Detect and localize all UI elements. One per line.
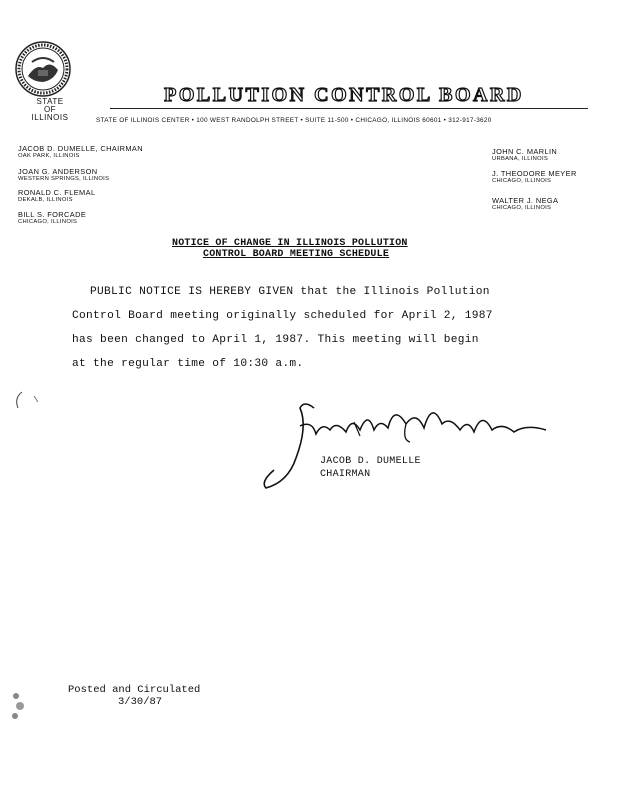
member-location: CHICAGO, ILLINOIS <box>492 178 552 184</box>
member-name: BILL S. FORCADE <box>18 210 87 219</box>
notice-body-line: Control Board meeting originally scheduled for April 2, 1987 <box>72 310 493 322</box>
handwritten-signature <box>256 396 556 494</box>
board-name: POLLUTION CONTROL BOARD <box>164 84 524 106</box>
signatory-title: CHAIRMAN <box>320 469 371 480</box>
notice-title-line-2: CONTROL BOARD MEETING SCHEDULE <box>203 249 390 260</box>
scan-mark <box>8 390 44 414</box>
member-location: URBANA, ILLINOIS <box>492 156 549 162</box>
board-address: STATE OF ILLINOIS CENTER • 100 WEST RANDOLPH STREET • SUITE 11-500 • CHICAGO, ILLINOIS 60601 • 312-917-3620 <box>96 117 492 124</box>
notice-body-line: has been changed to April 1, 1987. This meeting will begin <box>72 334 479 346</box>
member-location: OAK PARK, ILLINOIS <box>18 153 80 159</box>
member-left-4 <box>18 210 86 226</box>
member-name: WALTER J. NEGA <box>492 196 559 205</box>
member-left-2 <box>18 167 109 183</box>
member-name: RONALD C. FLEMAL <box>18 188 96 197</box>
member-name: JACOB D. DUMELLE, CHAIRMAN <box>18 144 143 153</box>
member-name: J. THEODORE MEYER <box>492 169 577 178</box>
notice-title-line-1: NOTICE OF CHANGE IN ILLINOIS POLLUTION <box>172 238 408 249</box>
member-location: DEKALB, ILLINOIS <box>18 197 73 203</box>
masthead-rule <box>110 108 588 109</box>
member-location: CHICAGO, ILLINOIS <box>18 219 78 225</box>
member-name: JOAN G. ANDERSON <box>18 167 98 176</box>
member-right-2 <box>492 169 577 185</box>
posted-date: 3/30/87 <box>118 696 163 708</box>
scan-mark <box>6 688 32 724</box>
member-right-3 <box>492 196 558 212</box>
member-left-3 <box>18 188 95 204</box>
member-location: CHICAGO, ILLINOIS <box>492 205 552 211</box>
notice-body-line: at the regular time of 10:30 a.m. <box>72 358 304 370</box>
of-word: OF <box>43 105 57 114</box>
state-label <box>26 98 74 122</box>
member-location: WESTERN SPRINGS, ILLINOIS <box>18 176 110 182</box>
member-left-1 <box>18 144 143 160</box>
signatory-name: JACOB D. DUMELLE <box>320 456 421 467</box>
state-seal-icon <box>14 40 72 98</box>
member-name: JOHN C. MARLIN <box>492 147 558 156</box>
notice-body-line: PUBLIC NOTICE IS HEREBY GIVEN that the Illinois Pollution <box>90 286 490 298</box>
member-right-1 <box>492 147 557 163</box>
illinois-word: ILLINOIS <box>31 113 69 122</box>
posted-note: Posted and Circulated <box>68 684 201 696</box>
state-word: STATE <box>36 97 64 106</box>
